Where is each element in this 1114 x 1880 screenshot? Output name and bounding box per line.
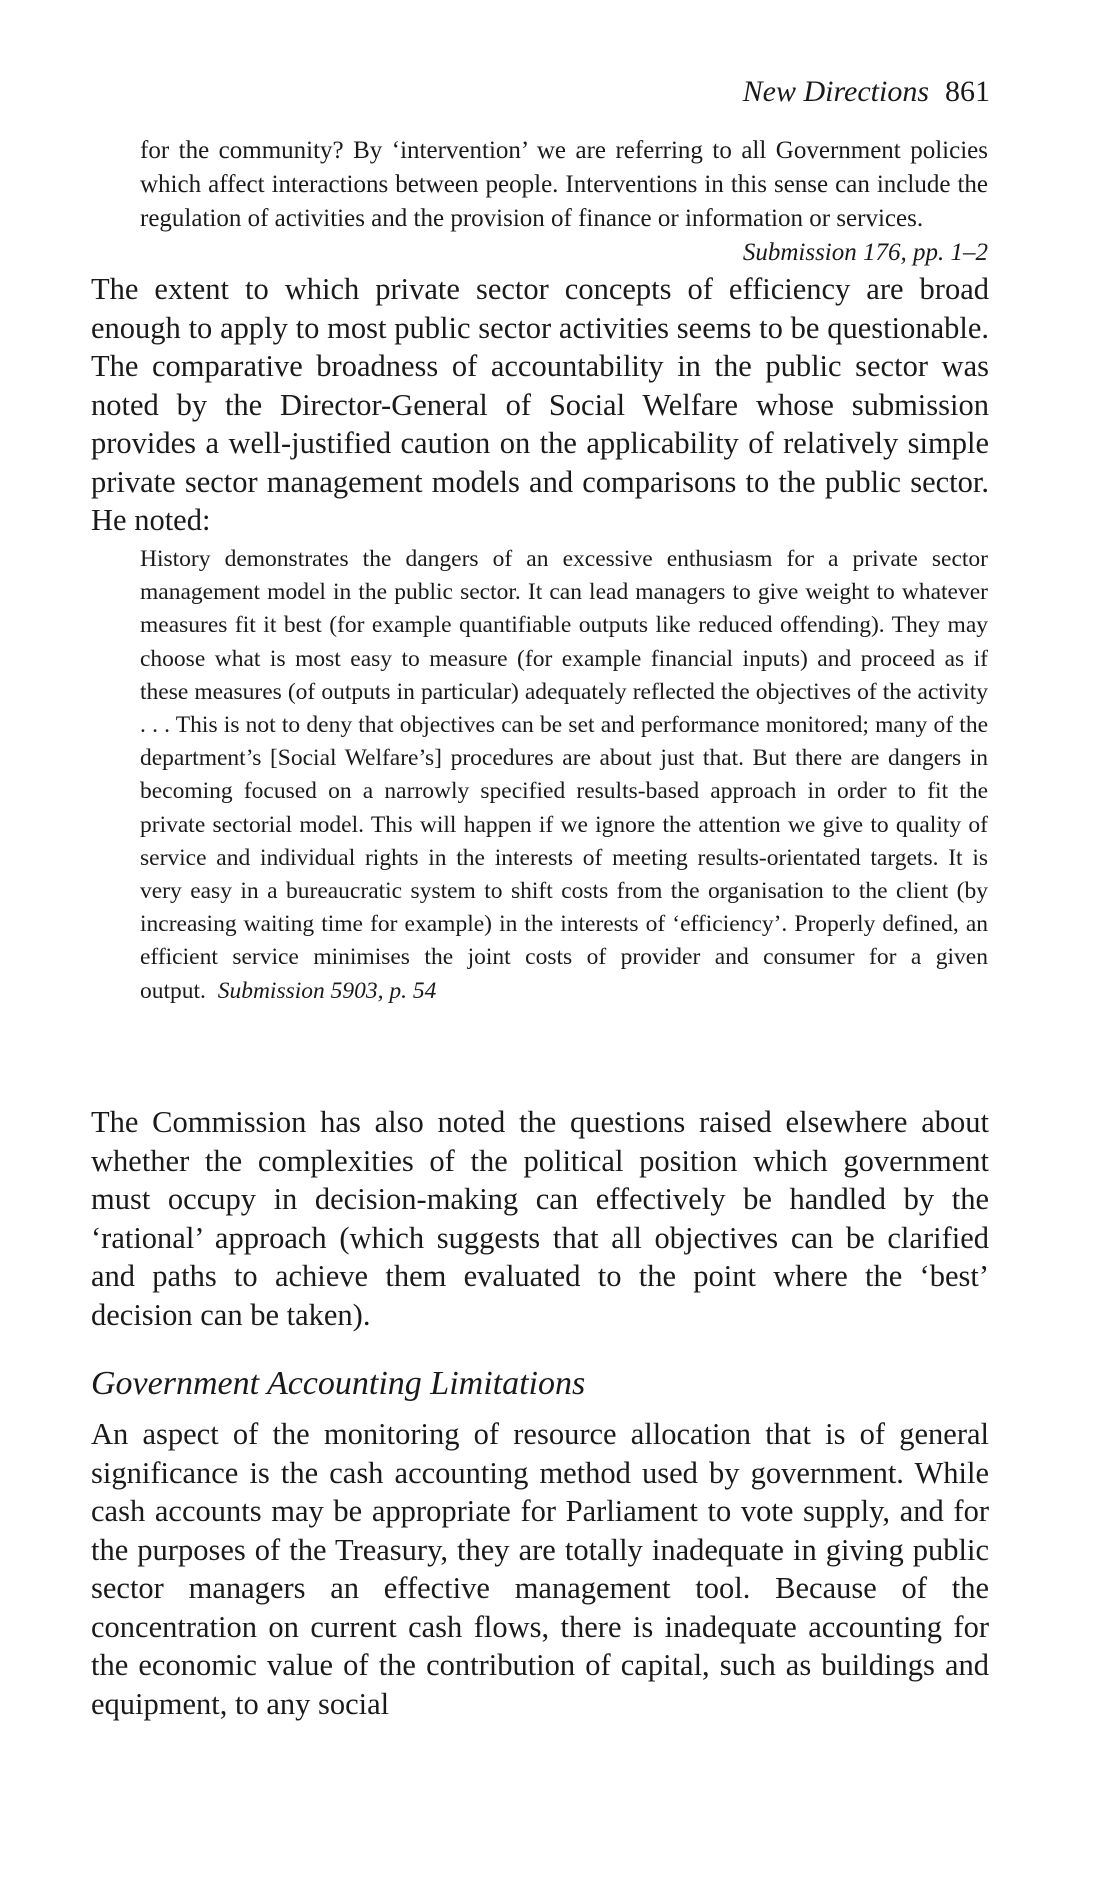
quote-citation: Submission 176, pp. 1–2	[742, 239, 988, 266]
quote-text: for the community? By ‘intervention’ we are referring to all Government policies which affect interactions between people. Interventions in this sense can include the regulation of activities and the provision of finance or information or services.	[140, 137, 988, 232]
block-quote-director-general	[140, 543, 988, 1008]
quote-citation: Submission 5903, p. 54	[217, 977, 437, 1004]
body-paragraph-accounting: An aspect of the monitoring of resource allocation that is of general significance is the cash accounting method used by government. While cash accounts may be appropriate for Parliament to vote supply, and for the purposes of the Treasury, they are totally inadequate in giving public sector managers an effective management tool. Because of the concentration on current cash flows, there is inadequate accounting for the economic value of the contribution of capital, such as buildings and equipment, to any social	[91, 1417, 989, 1721]
quote-text: History demonstrates the dangers of an excessive enthusiasm for a private sector management model in the public sector. It can lead managers to give weight to whatever measures fit it best (for example quantifiable outputs like reduced offending). They may choose what is most easy to measure (for example financial inputs) and proceed as if these measures (of outputs in particular) adequately reflected the objectives of the activity . . . This is not to deny that objectives can be set and performance monitored; many of the department’s [Social Welfare’s] procedures are about just that. But there are dangers in becoming focused on a narrowly specified results-based approach in order to fit the private sectorial model. This will happen if we ignore the attention we give to quality of service and individual rights in the interests of meeting results-orientated targets. It is very easy in a bureaucratic system to shift costs from the organisation to the client (by increasing waiting time for example) in the interests of ‘efficiency’. Properly defined, an efficient service minimises the joint costs of provider and consumer for a given output.	[140, 546, 988, 1004]
running-head	[92, 74, 990, 110]
body-paragraph-efficiency: The extent to which private sector concepts of efficiency are broad enough to apply to most public sector activities seems to be questionable. The comparative broadness of accountability in the public sector was noted by the Director-General of Social Welfare whose submission provides a well-justified caution on the applicability of relatively simple private sector management models and comparisons to the public sector. He noted:	[91, 272, 989, 537]
body-paragraph-commission: The Commission has also noted the questions raised elsewhere about whether the complexities of the political position which government must occupy in decision-making can effectively be handled by the ‘rational’ approach (which suggests that all objectives can be clarified and paths to achieve them evaluated to the point where the ‘best’ decision can be taken).	[91, 1105, 989, 1332]
section-heading: Government Accounting Limitations	[91, 1365, 586, 1402]
block-quote-submission-176	[140, 134, 988, 270]
running-head-title: New Directions	[742, 75, 929, 108]
page-number: 861	[945, 75, 990, 108]
